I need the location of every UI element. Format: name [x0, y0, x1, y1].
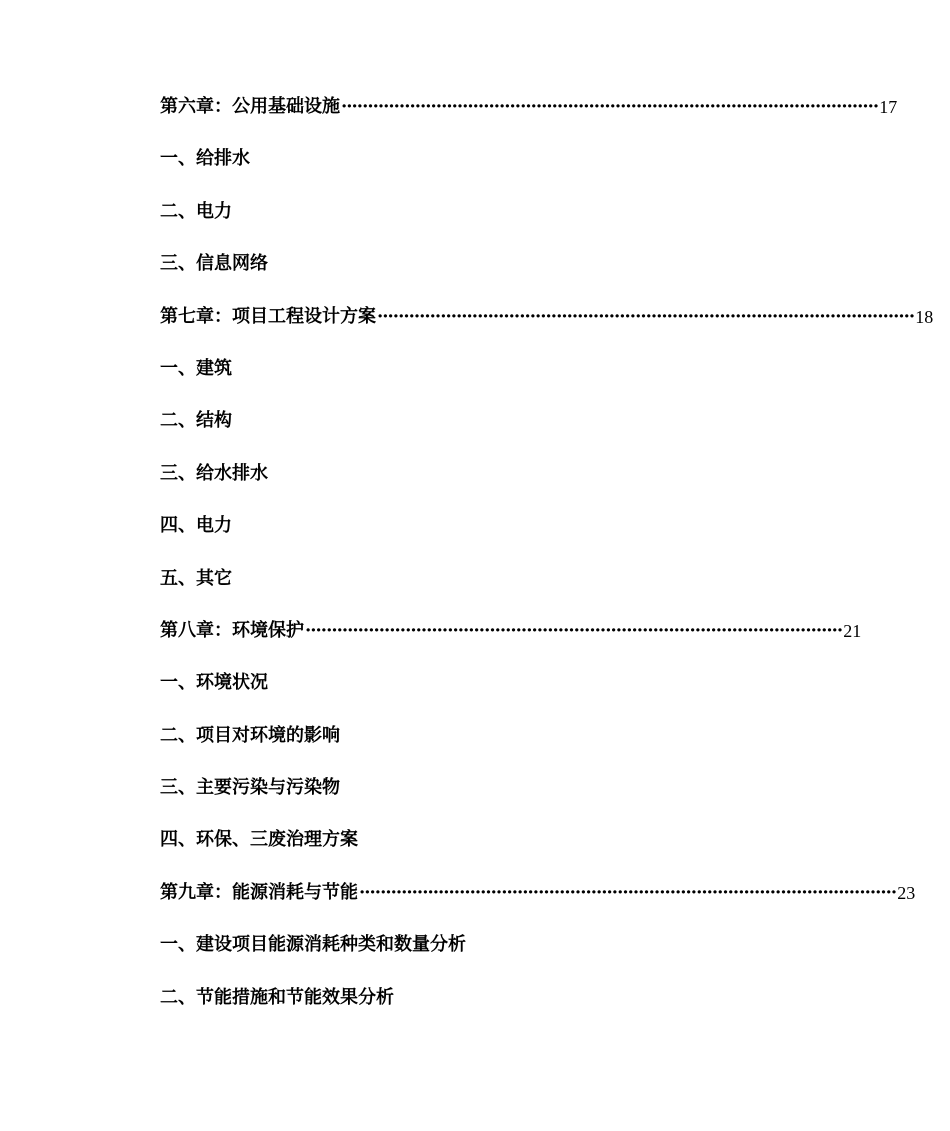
toc-page-number: 18	[915, 306, 934, 327]
toc-entry-title: 一、建设项目能源消耗种类和数量分析	[160, 934, 466, 956]
toc-leader-dots: ······································································································	[305, 619, 843, 641]
toc-leader-dots: ······································································································	[359, 881, 897, 903]
toc-section	[160, 354, 754, 406]
toc-section	[160, 406, 754, 458]
toc-page-number: 23	[897, 882, 916, 903]
toc-entry-title: 四、环保、三废治理方案	[160, 829, 358, 851]
toc-section	[160, 930, 754, 982]
toc-entry-title: 三、给水排水	[160, 462, 268, 484]
toc-entry-title: 一、环境状况	[160, 672, 268, 694]
toc-section	[160, 721, 754, 773]
toc-entry-title: 二、电力	[160, 200, 232, 222]
toc-entry-title: 二、节能措施和节能效果分析	[160, 986, 394, 1008]
toc-section	[160, 983, 754, 1035]
table-of-contents	[160, 92, 934, 1035]
toc-entry-title: 一、建筑	[160, 357, 232, 379]
toc-entry-title: 第七章：项目工程设计方案	[160, 305, 376, 327]
toc-entry-title: 第九章：能源消耗与节能	[160, 881, 358, 903]
toc-page-number: 17	[879, 97, 898, 117]
toc-section	[160, 197, 754, 249]
toc-chapter-6	[160, 92, 898, 144]
toc-entry-title: 三、主要污染与污染物	[160, 777, 340, 799]
toc-entry-title: 三、信息网络	[160, 253, 268, 275]
toc-section	[160, 564, 754, 616]
toc-section	[160, 668, 754, 720]
toc-chapter-7	[160, 302, 934, 354]
toc-page-number: 21	[843, 620, 862, 641]
toc-entry-title: 第八章：环境保护	[160, 619, 304, 641]
toc-entry-title: 二、项目对环境的影响	[160, 724, 340, 746]
toc-section	[160, 511, 754, 563]
toc-section	[160, 825, 754, 877]
toc-section	[160, 144, 754, 196]
toc-section	[160, 459, 754, 511]
toc-leader-dots: ······································································································	[377, 305, 915, 327]
toc-entry-title: 五、其它	[160, 567, 232, 589]
toc-section	[160, 249, 754, 301]
toc-section	[160, 773, 754, 825]
toc-entry-title: 第六章：公用基础设施	[160, 96, 340, 117]
toc-chapter-8	[160, 616, 862, 668]
toc-leader-dots: ······································································································	[341, 96, 879, 117]
toc-entry-title: 一、给排水	[160, 148, 250, 170]
toc-entry-title: 四、电力	[160, 515, 232, 537]
toc-chapter-9	[160, 878, 916, 930]
toc-entry-title: 二、结构	[160, 410, 232, 432]
